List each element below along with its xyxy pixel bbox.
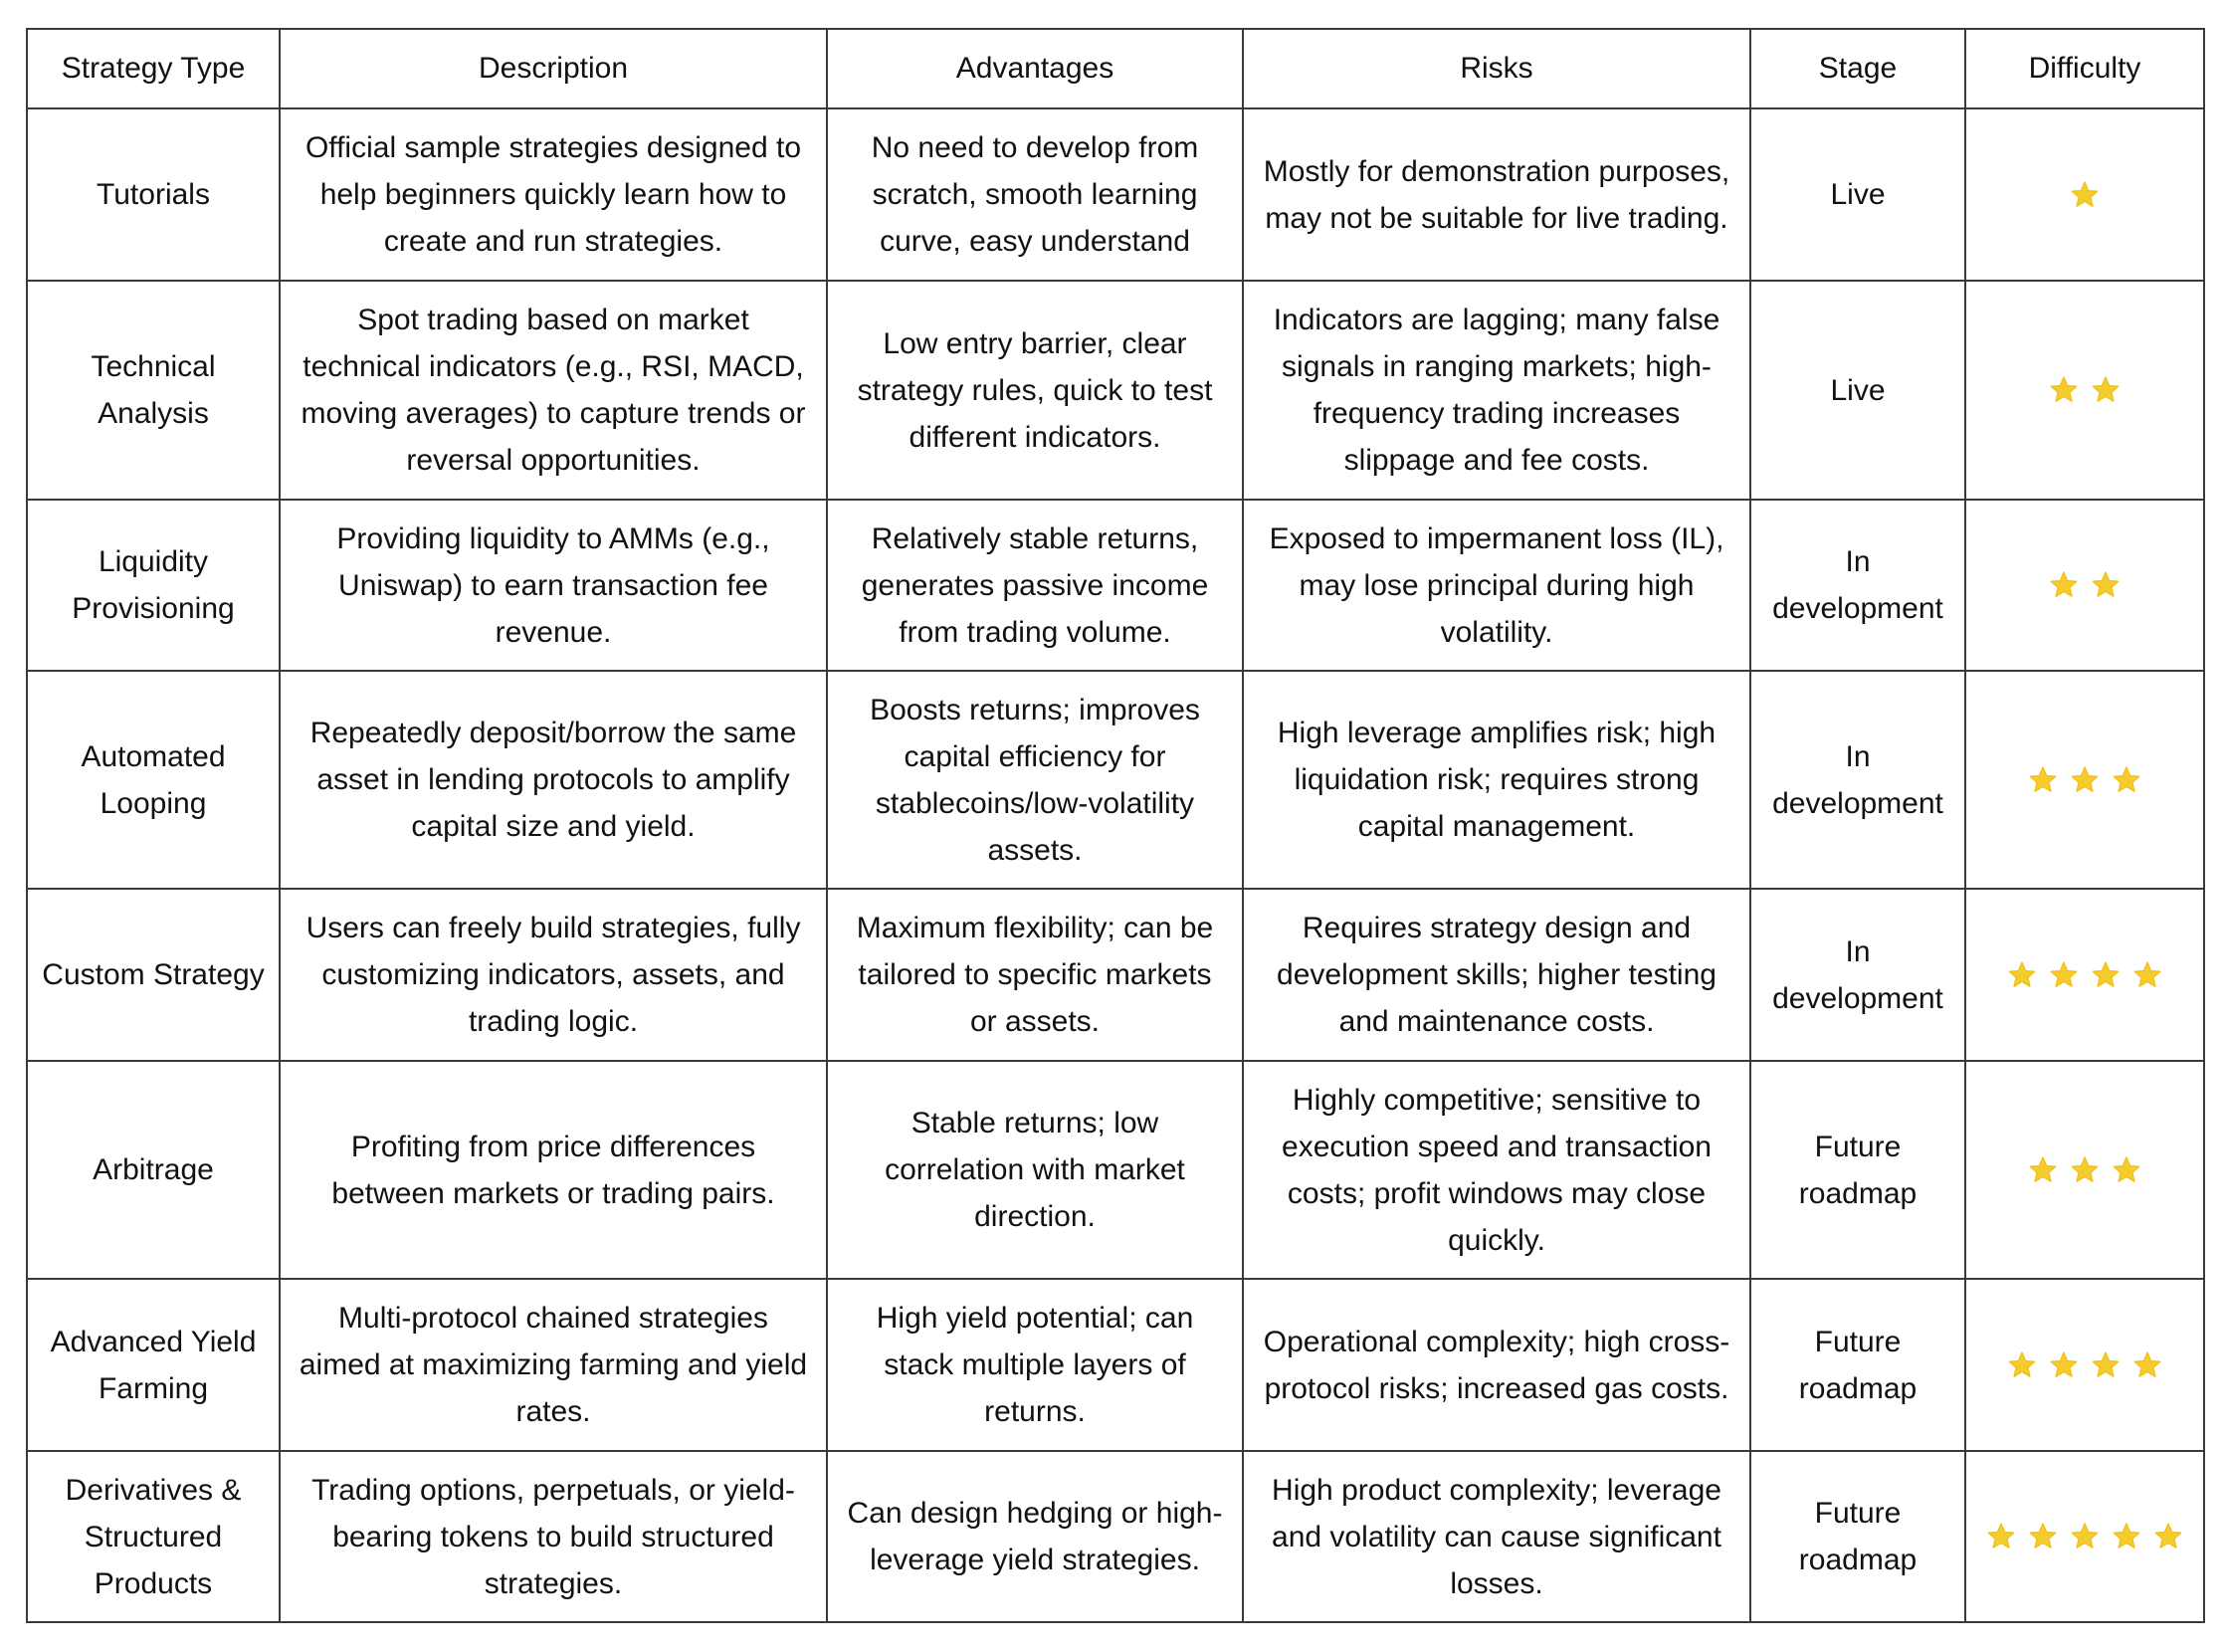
difficulty-rating [1984, 1349, 2185, 1381]
star-icon [2111, 1154, 2142, 1186]
risks-cell: Operational complexity; high cross-protocol risks; increased gas costs. [1243, 1279, 1750, 1451]
advantages-cell: High yield potential; can stack multiple layers of returns. [827, 1279, 1243, 1451]
description-cell: Profiting from price differences between markets or trading pairs. [280, 1061, 827, 1279]
strategy-type-cell: Tutorials [27, 108, 280, 281]
advantages-cell: No need to develop from scratch, smooth learning curve, easy understand [827, 108, 1243, 281]
star-icon [1985, 1521, 2017, 1552]
difficulty-rating [1984, 179, 2185, 211]
advantages-cell: Boosts returns; improves capital efficiency for stablecoins/low-volatility assets. [827, 671, 1243, 889]
description-cell: Official sample strategies designed to help beginners quickly learn how to create and run strategies. [280, 108, 827, 281]
star-icon [2069, 764, 2101, 796]
description-cell: Users can freely build strategies, fully customizing indicators, assets, and trading logic. [280, 889, 827, 1061]
risks-cell: Mostly for demonstration purposes, may not be suitable for live trading. [1243, 108, 1750, 281]
risks-cell: High product complexity; leverage and volatility can cause significant losses. [1243, 1451, 1750, 1622]
difficulty-rating [1984, 1521, 2185, 1552]
difficulty-rating [1984, 374, 2185, 406]
star-icon [2090, 374, 2122, 406]
table-row [27, 500, 2204, 671]
header-stage: Stage [1750, 29, 1965, 108]
star-icon [2006, 1349, 2038, 1381]
table-row [27, 889, 2204, 1061]
description-cell: Repeatedly deposit/borrow the same asset in lending protocols to amplify capital size and yield. [280, 671, 827, 889]
star-icon [2111, 1521, 2142, 1552]
stage-cell: In development [1750, 671, 1965, 889]
table-row [27, 108, 2204, 281]
description-cell: Trading options, perpetuals, or yield-bearing tokens to build structured strategies. [280, 1451, 827, 1622]
header-risks: Risks [1243, 29, 1750, 108]
strategy-type-cell: Technical Analysis [27, 281, 280, 500]
difficulty-cell [1965, 1451, 2204, 1622]
difficulty-cell [1965, 500, 2204, 671]
strategy-type-cell: Arbitrage [27, 1061, 280, 1279]
difficulty-rating [1984, 1154, 2185, 1186]
difficulty-cell [1965, 281, 2204, 500]
difficulty-rating [1984, 764, 2185, 796]
table-row [27, 281, 2204, 500]
table-row [27, 1279, 2204, 1451]
star-icon [2069, 179, 2101, 211]
stage-cell: Future roadmap [1750, 1061, 1965, 1279]
advantages-cell: Low entry barrier, clear strategy rules, quick to test different indicators. [827, 281, 1243, 500]
strategy-type-cell: Liquidity Provisioning [27, 500, 280, 671]
star-icon [2048, 959, 2080, 991]
star-icon [2048, 569, 2080, 601]
star-icon [2090, 569, 2122, 601]
stage-cell: Future roadmap [1750, 1279, 1965, 1451]
strategy-type-cell: Advanced Yield Farming [27, 1279, 280, 1451]
star-icon [2111, 764, 2142, 796]
star-icon [2048, 374, 2080, 406]
difficulty-rating [1984, 959, 2185, 991]
stage-cell: In development [1750, 500, 1965, 671]
risks-cell: High leverage amplifies risk; high liquidation risk; requires strong capital management. [1243, 671, 1750, 889]
description-cell: Spot trading based on market technical indicators (e.g., RSI, MACD, moving averages) to capture trends or reversal opportunities. [280, 281, 827, 500]
header-advantages: Advantages [827, 29, 1243, 108]
advantages-cell: Maximum flexibility; can be tailored to specific markets or assets. [827, 889, 1243, 1061]
star-icon [2069, 1521, 2101, 1552]
description-cell: Multi-protocol chained strategies aimed at maximizing farming and yield rates. [280, 1279, 827, 1451]
strategy-type-cell: Custom Strategy [27, 889, 280, 1061]
strategy-type-cell: Derivatives & Structured Products [27, 1451, 280, 1622]
difficulty-cell [1965, 889, 2204, 1061]
star-icon [2090, 1349, 2122, 1381]
stage-cell: Live [1750, 281, 1965, 500]
difficulty-cell [1965, 671, 2204, 889]
stage-cell: Live [1750, 108, 1965, 281]
risks-cell: Exposed to impermanent loss (IL), may lose principal during high volatility. [1243, 500, 1750, 671]
description-cell: Providing liquidity to AMMs (e.g., Uniswap) to earn transaction fee revenue. [280, 500, 827, 671]
header-row [27, 29, 2204, 108]
stage-cell: Future roadmap [1750, 1451, 1965, 1622]
star-icon [2027, 1154, 2059, 1186]
star-icon [2152, 1521, 2184, 1552]
risks-cell: Indicators are lagging; many false signals in ranging markets; high-frequency trading increases slippage and fee costs. [1243, 281, 1750, 500]
advantages-cell: Can design hedging or high-leverage yield strategies. [827, 1451, 1243, 1622]
strategy-type-cell: Automated Looping [27, 671, 280, 889]
table-row [27, 1451, 2204, 1622]
star-icon [2069, 1154, 2101, 1186]
star-icon [2131, 1349, 2163, 1381]
table-row [27, 1061, 2204, 1279]
advantages-cell: Relatively stable returns, generates passive income from trading volume. [827, 500, 1243, 671]
header-strategy-type: Strategy Type [27, 29, 280, 108]
stage-cell: In development [1750, 889, 1965, 1061]
risks-cell: Highly competitive; sensitive to execution speed and transaction costs; profit windows may close quickly. [1243, 1061, 1750, 1279]
star-icon [2006, 959, 2038, 991]
risks-cell: Requires strategy design and development skills; higher testing and maintenance costs. [1243, 889, 1750, 1061]
header-difficulty: Difficulty [1965, 29, 2204, 108]
difficulty-rating [1984, 569, 2185, 601]
difficulty-cell [1965, 1061, 2204, 1279]
star-icon [2027, 764, 2059, 796]
star-icon [2027, 1521, 2059, 1552]
difficulty-cell [1965, 108, 2204, 281]
advantages-cell: Stable returns; low correlation with market direction. [827, 1061, 1243, 1279]
difficulty-cell [1965, 1279, 2204, 1451]
header-description: Description [280, 29, 827, 108]
table-row [27, 671, 2204, 889]
star-icon [2131, 959, 2163, 991]
strategy-table [26, 28, 2205, 1623]
star-icon [2090, 959, 2122, 991]
star-icon [2048, 1349, 2080, 1381]
